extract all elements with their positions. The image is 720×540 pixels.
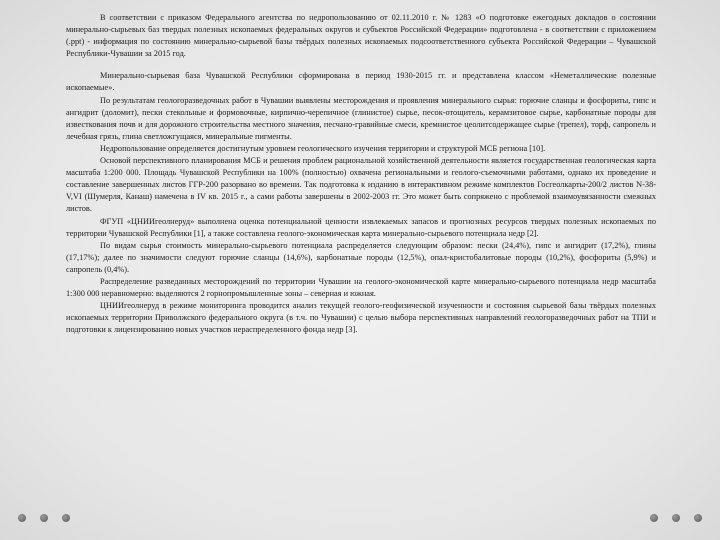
dot-icon [18,514,26,522]
paragraph-cost-distribution: По видам сырья стоимость минерально-сырьевого потенциала распределяется следующим образом: пески (24,4%), гипс и ангидрит (17,2%), глины (17,17%); далее по значимости следуют горючие сланцы (14,6%), карбонатные породы (12,5%), опал-кристобалитовые породы (10,2%), фосфориты (5,9%) и сапропель (0,4%). [66,240,656,274]
paragraph-subsoil-use: Недропользование определяется достигнутым уровнем геологического изучения территории и структурой МСБ региона [10]. [100,143,546,153]
paragraph-monitoring: ЦНИИгеолнеруд в режиме мониторинга проводится анализ текущей геолого-геофизической изученности и состояния сырьевой базы твёрдых полезных ископаемых территории Приволжского федерального округа (в т.ч. по Чувашии) с целью выбора перспективных направлений геологоразведочных работ на ТПИ и подготовки к лицензированию новых участков нераспределенного фонда недр [3]. [66,301,656,335]
paragraph-exploration-results: По результатам геологоразведочных работ в Чувашии выявлены месторождения и проявления минерального сырья: горючие сланцы и фосфориты, гипс и ангидрит (доломит), пески стекольные и формовочные, кирпично-черепичное (глинистое) сырье, песок-отощитель, керамзитовое сырье, карбонатные породы для известкования почв и для дорожного строительства местного значения, песчано-гравийные смеси, кремнистое цеолитсодержащее сырье (трепел), торф, сапропель и лечебная грязь, глина светложгущаяся, минеральные пигменты. [66,95,656,141]
paragraph-geological-map: Основой перспективного планирования МСБ и решения проблем рациональной хозяйственной деятельности является государственная геологическая карта масштаба 1:200 000. Площадь Чувашской Республики на 100% (полностью) охвачена региональными и геолого-съемочными работами, однако их проведение и составление завершенных листов ГГР-200 разорвано во времени. Так подготовка к изданию в интерактивном режиме комплектов Госгеолкарты-200/2 листов N-38-V,VI (Шумерля, Канаш) намечена в IV кв. 2015 г., а сами работы завершены в 2002-2003 гг. Это может быть сопряжено с проблемой взаимоувязанности смежных листов. [66,156,656,214]
right-decoration-dots [650,514,702,522]
paragraph-evaluation: ФГУП «ЦНИИгеолнеруд» выполнена оценка потенциальной ценности извлекаемых запасов и прогнозных ресурсов твердых полезных ископаемых по территории Чувашской Республики [1], а также составлена геолого-экономическая карта минерально-сырьевого потенциала недр [2]. [66,216,656,238]
paragraph-mineral-base: Минерально-сырьевая база Чувашской Республики сформирована в период 1930-2015 гг. и представлена классом «Неметаллические полезные ископаемые». [66,71,656,93]
document-body [66,12,656,336]
left-decoration-dots [18,514,70,522]
paragraph-deposit-distribution: Распределение разведанных месторождений по территории Чувашии на геолого-экономической карте минерально-сырьевого потенциала недр масштаба 1:300 000 неравномерно: выделяются 2 горнопромышленные зоны – северная и южная. [66,276,656,299]
paragraph-order-reference: В соответствии с приказом Федерального агентства по недропользованию от 02.11.2010 г. № 1283 «О подготовке ежегодных докладов о состоянии минерально-сырьевых баз твердых полезных ископаемых федеральных округов и субъектов Российской Федерации» подготовлена - в соответствии с приложением (.ppt) - информация по состоянию минерально-сырьевой базы твёрдых полезных ископаемых подсоответственного субъекта Российской Федерации – Чувашской Республики-Чувашии за 2015 год. [66,13,656,59]
dot-icon [650,514,658,522]
dot-icon [40,514,48,522]
dot-icon [672,514,680,522]
dot-icon [694,514,702,522]
dot-icon [62,514,70,522]
